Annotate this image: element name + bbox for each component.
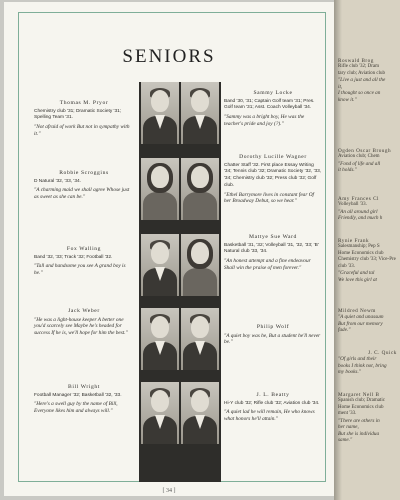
senior-quote: "Sammy was a bright boy, He was the teacher's pride and joy (?).": [224, 114, 305, 127]
facing-quote-line: But from our memory: [338, 320, 383, 327]
facing-name: Margaret Nell B: [338, 392, 380, 398]
portrait-thomas-pryor: [141, 82, 179, 144]
senior-activities: Hi-Y club '32; Rifle club '32; Aviation club '34.: [224, 400, 320, 406]
facing-quote-line: my books.": [338, 369, 361, 375]
facing-quote-line: "Graceful and tal: [338, 270, 375, 276]
facing-quote-line: "Live a just and all the: [338, 77, 386, 83]
senior-entry: [224, 234, 322, 272]
senior-quote: "A quiet boy was he, But a student he'll never be.": [224, 332, 321, 346]
senior-name: Thomas M. Pryor: [59, 100, 109, 106]
senior-activities: Band '32, '33; Track '32; Football '32.: [34, 254, 113, 260]
facing-activity-line: Spanish club; Dramatic: [338, 398, 385, 403]
senior-name: Dorothy Lucille Wagner: [239, 154, 307, 160]
facing-quote-line: same.": [338, 437, 353, 443]
senior-quote: "Ethel Barrymore lives in constant fear Of her Broadway Debut, so we hear.": [224, 191, 315, 205]
senior-quote: "Not afraid of work But not in sympathy with it.": [34, 124, 130, 137]
facing-entry: [338, 238, 396, 283]
senior-entry: [34, 308, 134, 337]
senior-entry: [224, 90, 322, 128]
portrait-jl-beatty: [181, 382, 219, 444]
facing-entry: [338, 148, 391, 174]
portrait-robbie-scroggins: [141, 158, 179, 220]
senior-activities: Basketball '31, '32; Volleyball '31, '32, '33; 'B' Natural club '33, '34.: [224, 242, 319, 255]
portrait-fox-walling: [141, 234, 179, 296]
facing-quote-line: her name,: [338, 424, 359, 430]
facing-page: [334, 0, 400, 500]
facing-activity-line: Rifle club '32; Dram: [338, 64, 380, 69]
portrait-bill-wright: [141, 382, 179, 444]
facing-quote-line: Friendly, and much h: [338, 215, 383, 221]
senior-entry: [34, 384, 134, 415]
senior-name: Bill Wright: [68, 384, 100, 390]
facing-activity-line: ment '33.: [338, 411, 357, 416]
senior-quote: "A charming maid we shall agree Whose just as sweet as she can be.": [34, 187, 130, 201]
facing-quote-line: it holds.": [338, 167, 357, 173]
facing-quote-line: "An all around girl: [338, 208, 378, 215]
senior-name: Mattye Sue Ward: [249, 234, 297, 240]
senior-name: Robbie Scroggins: [59, 170, 109, 176]
senior-activities: D Natural '32, '33, '34.: [34, 178, 82, 184]
facing-quote-line: "A quiet and unassum: [338, 314, 384, 320]
senior-activities: Chemistry club '31; Dramatic Society '31; Spelling Team '31.: [34, 108, 122, 121]
facing-quote-line: We love this girl at: [338, 276, 377, 283]
facing-quote-line: fade.": [338, 327, 351, 333]
senior-name: Philip Wolf: [256, 324, 290, 330]
senior-entry: [224, 392, 322, 423]
senior-activities: Band '30, '31; Captain Golf team '31; Pres. Golf team '31; Asst. Coach Volleyball '34.: [224, 98, 315, 111]
senior-name: Jack Weber: [68, 308, 100, 314]
facing-entry: [338, 58, 385, 103]
facing-quote-line: it,: [338, 83, 343, 90]
senior-entry: [224, 154, 322, 205]
senior-activities: Football Manager '32; Basketball '32, '33.: [34, 392, 122, 398]
facing-name: Roswald Brog: [338, 58, 374, 64]
photo-grid: [139, 82, 221, 482]
facing-name: Ogden Oscar Brough: [338, 148, 392, 154]
facing-quote-line: "Of girls and their: [338, 356, 377, 362]
senior-entry: [34, 100, 134, 138]
facing-name: Rynie Frank: [338, 238, 370, 244]
facing-quote-line: But she is individua: [338, 430, 380, 437]
senior-entry: [34, 246, 134, 277]
page-number: [ 34 ]: [162, 488, 176, 494]
facing-quote-line: "Fond of life and all: [338, 160, 381, 167]
facing-activity-line: tary club; Aviation club: [338, 70, 385, 76]
senior-name: Fox Walling: [66, 246, 102, 252]
facing-activity-line: Aviation club; Chem: [338, 154, 380, 159]
portrait-jack-weber: [141, 308, 179, 370]
facing-entry: [338, 392, 385, 444]
facing-activity-line: Salesmanship; Pep S: [338, 244, 380, 249]
facing-activity-line: Chemistry club '33; Vice-Pre: [338, 257, 396, 262]
portrait-philip-wolf: [181, 308, 219, 370]
facing-quote-line: books I think not, bring: [338, 362, 387, 369]
senior-quote: "A quiet lad he will remain, He who knows what honors he'll attain.": [224, 409, 315, 423]
senior-entry: [34, 170, 134, 201]
facing-entry: [338, 350, 397, 376]
yearbook-page: [4, 2, 334, 496]
facing-name: Amy Frances Cl: [338, 196, 380, 202]
facing-name: Mildred Newm: [338, 308, 376, 314]
facing-entry: [338, 196, 382, 222]
page-title: SENIORS: [122, 46, 216, 67]
senior-quote: "He was a light-house keeper A better one you'd scarcely see Maybe he's headed for success If he is, we'll hope for him the best.": [34, 316, 128, 337]
facing-quote-line: know it.": [338, 96, 357, 103]
facing-quote-line: "There are others in: [338, 417, 380, 424]
portrait-dorothy-wagner: [181, 158, 219, 220]
senior-quote: "Tall and handsome you see A grand boy is he.": [34, 263, 126, 277]
facing-quote-line: I thought so once an: [338, 90, 381, 96]
senior-quote: "Here's a swell guy by the name of Bill, Everyone likes him and always will.": [34, 401, 118, 415]
facing-name: J. C. Quick: [368, 350, 397, 356]
senior-name: J. L. Beatty: [256, 392, 290, 398]
portrait-mattye-ward: [181, 234, 219, 296]
senior-activities: Chatter Staff '32. First place Essay Writing '34; Tennis club '32; Dramatic Society '32, '33, '34; Chemistry club '32; Press club '32; Golf club.: [224, 162, 322, 188]
senior-quote: "An honest attempt and a fine endeavour Shall win the praise of men forever.": [224, 258, 311, 271]
portrait-sammy-locke: [181, 82, 219, 144]
facing-activity-line: Volleyball '33.: [338, 202, 367, 207]
facing-entry: [338, 308, 383, 334]
facing-activity-line: club '33.: [338, 263, 356, 269]
facing-activity-line: Home Economics club: [338, 250, 384, 256]
facing-activity-line: Home Economics club: [338, 404, 384, 410]
senior-name: Sammy Locke: [253, 90, 293, 96]
senior-entry: [224, 324, 322, 346]
